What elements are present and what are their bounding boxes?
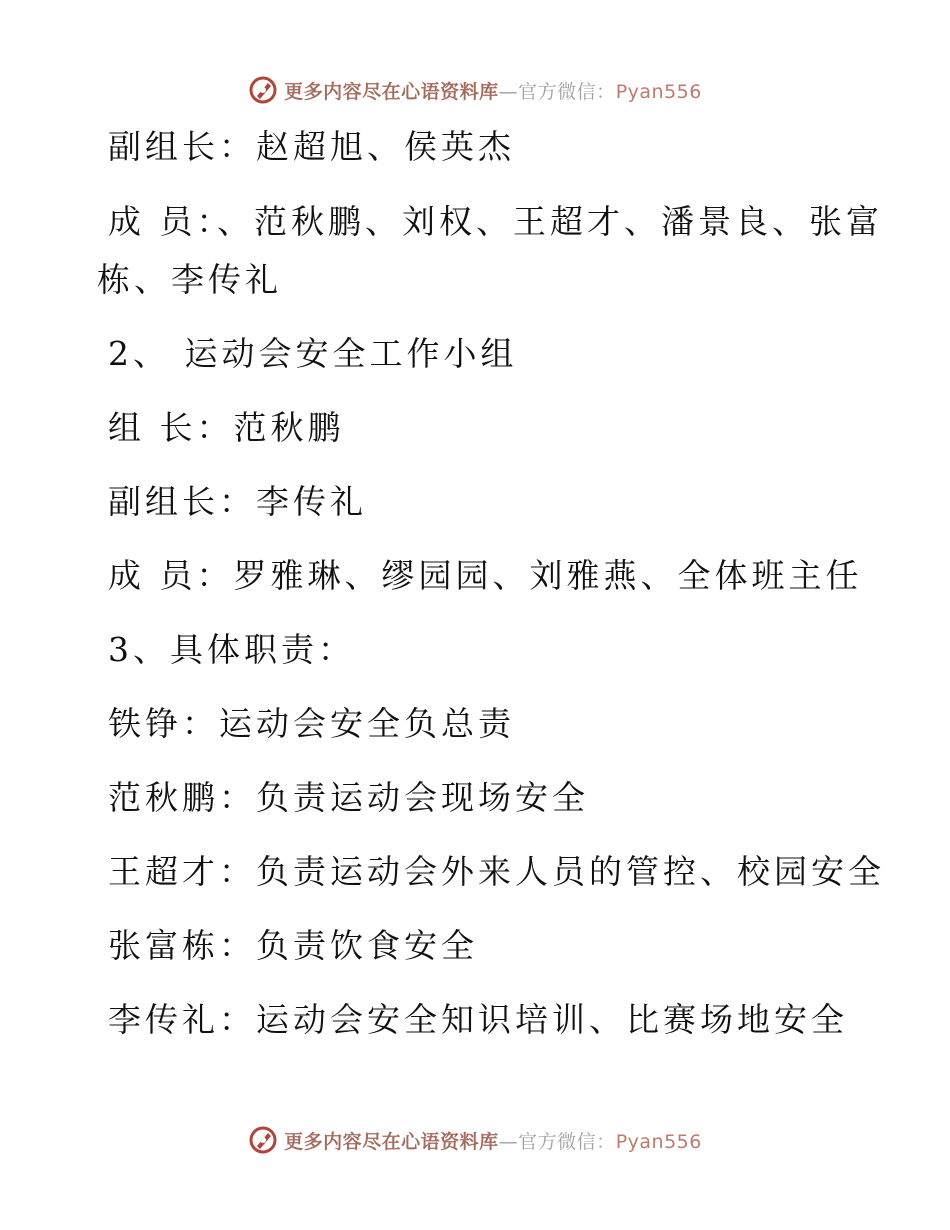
header-brand-text: 更多内容尽在心语资料库 [284,80,499,103]
header-separator: — [498,80,519,103]
text-line: 成 员：、范秋鹏、刘权、王超才、潘景良、张富 [108,202,883,241]
text-line: 组 长：范秋鹏 [108,408,345,447]
text-line: 张富栋：负责饮食安全 [108,926,478,965]
text-line: 2、 运动会安全工作小组 [108,334,518,373]
text-line: 成 员：罗雅琳、缪园园、刘雅燕、全体班主任 [108,556,863,595]
footer-separator: — [498,1130,519,1153]
text-line: 铁铮：运动会安全负总责 [108,704,515,743]
footer-wechat-id: Pyan556 [615,1130,702,1153]
header-wechat-id: Pyan556 [615,80,702,103]
text-line: 副组长：赵超旭、侯英杰 [108,127,515,166]
footer-wechat-label: 官方微信： [518,1130,616,1153]
text-line: 栋、李传礼 [97,260,282,299]
header-text [284,77,702,104]
brand-logo-icon [248,1125,278,1155]
footer-text [284,1127,702,1154]
text-line: 王超才：负责运动会外来人员的管控、校园安全 [108,852,885,891]
header-banner [0,70,950,110]
text-line: 3、具体职责： [108,630,355,669]
text-line: 范秋鹏：负责运动会现场安全 [108,778,589,817]
header-wechat-label: 官方微信： [518,80,616,103]
footer-banner [0,1120,950,1160]
brand-logo-icon [248,75,278,105]
text-line: 李传礼：运动会安全知识培训、比赛场地安全 [108,1000,848,1039]
footer-brand-text: 更多内容尽在心语资料库 [284,1130,499,1153]
text-line: 副组长：李传礼 [108,482,367,521]
